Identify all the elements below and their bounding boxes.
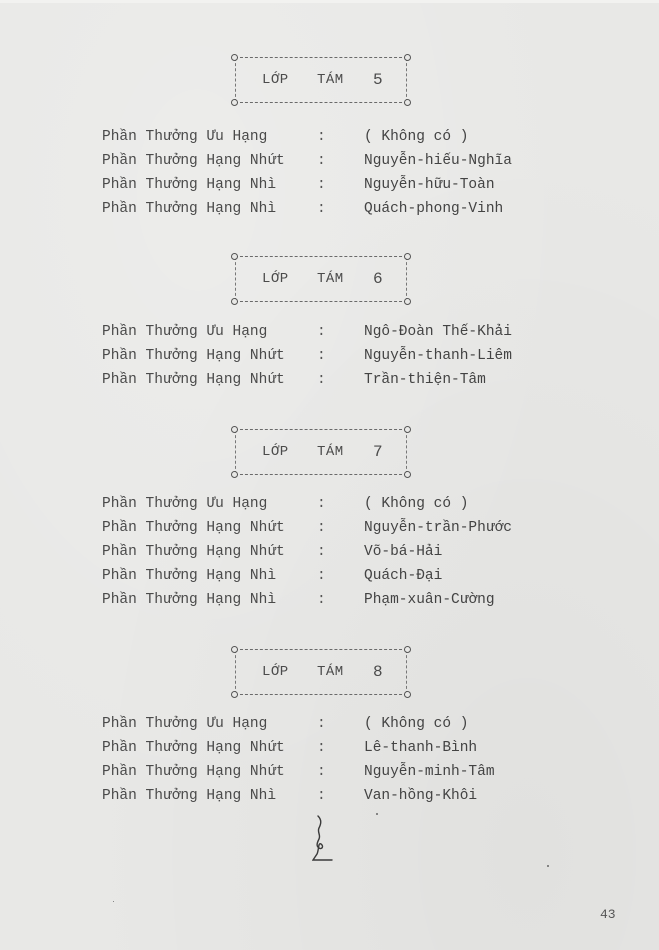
corner-ring-icon	[231, 426, 238, 433]
section-header-box	[235, 649, 407, 695]
class-label: LỚP	[262, 444, 289, 460]
award-row	[102, 321, 552, 343]
class-label: LỚP	[262, 664, 289, 680]
recipient-name: Nguyễn-minh-Tâm	[364, 764, 495, 780]
recipient-name: ( Không có )	[364, 129, 469, 145]
corner-ring-icon	[404, 646, 411, 653]
separator: :	[317, 129, 326, 145]
separator: :	[317, 592, 326, 608]
scan-speck	[113, 901, 114, 902]
award-row	[102, 541, 552, 563]
corner-ring-icon	[231, 54, 238, 61]
award-row	[102, 369, 552, 391]
corner-ring-icon	[404, 691, 411, 698]
separator: :	[317, 544, 326, 560]
level-label: TÁM	[317, 444, 344, 460]
recipient-name: Nguyễn-hiếu-Nghĩa	[364, 153, 512, 169]
prize-name: Phần Thưởng Hạng Nhì	[102, 592, 277, 608]
class-number: 8	[373, 663, 384, 681]
recipient-name: Quách-phong-Vinh	[364, 201, 504, 217]
section-header-box	[235, 429, 407, 475]
recipient-name: Nguyễn-trần-Phước	[364, 520, 512, 536]
prize-name: Phần Thưởng Hạng Nhì	[102, 177, 277, 193]
prize-name: Phần Thưởng Hạng Nhứt	[102, 520, 285, 536]
corner-ring-icon	[404, 54, 411, 61]
prize-name: Phần Thưởng Hạng Nhứt	[102, 764, 285, 780]
award-row	[102, 589, 552, 611]
corner-ring-icon	[231, 298, 238, 305]
prize-name: Phần Thưởng Hạng Nhì	[102, 788, 277, 804]
award-row	[102, 126, 552, 148]
prize-name: Phần Thưởng Ưu Hạng	[102, 324, 268, 340]
prize-name: Phần Thưởng Hạng Nhứt	[102, 740, 285, 756]
level-label: TÁM	[317, 271, 344, 287]
page-number: 43	[600, 907, 616, 922]
section-header-box	[235, 256, 407, 302]
scan-speck	[376, 813, 378, 815]
prize-name: Phần Thưởng Hạng Nhì	[102, 201, 277, 217]
prize-name: Phần Thưởng Hạng Nhứt	[102, 544, 285, 560]
award-row	[102, 713, 552, 735]
recipient-name: Phạm-xuân-Cường	[364, 592, 495, 608]
separator: :	[317, 348, 326, 364]
corner-ring-icon	[404, 253, 411, 260]
award-row	[102, 517, 552, 539]
prize-name: Phần Thưởng Ưu Hạng	[102, 129, 268, 145]
recipient-name: Ngô-Đoàn Thế-Khải	[364, 324, 512, 340]
separator: :	[317, 177, 326, 193]
scan-speck	[547, 865, 549, 867]
prize-name: Phần Thưởng Ưu Hạng	[102, 716, 268, 732]
class-number: 6	[373, 270, 384, 288]
level-label: TÁM	[317, 664, 344, 680]
corner-ring-icon	[404, 99, 411, 106]
separator: :	[317, 740, 326, 756]
recipient-name: Quách-Đại	[364, 568, 443, 584]
separator: :	[317, 201, 326, 217]
class-number: 7	[373, 443, 384, 461]
recipient-name: ( Không có )	[364, 496, 469, 512]
recipient-name: Nguyễn-thanh-Liêm	[364, 348, 512, 364]
level-label: TÁM	[317, 72, 344, 88]
award-row	[102, 174, 552, 196]
recipient-name: Lê-thanh-Bình	[364, 740, 478, 756]
corner-ring-icon	[404, 298, 411, 305]
corner-ring-icon	[404, 426, 411, 433]
handwritten-end-mark-icon	[312, 814, 338, 862]
corner-ring-icon	[231, 99, 238, 106]
separator: :	[317, 568, 326, 584]
prize-name: Phần Thưởng Hạng Nhứt	[102, 348, 285, 364]
corner-ring-icon	[404, 471, 411, 478]
section-title	[235, 664, 407, 682]
separator: :	[317, 520, 326, 536]
separator: :	[317, 716, 326, 732]
separator: :	[317, 788, 326, 804]
prize-name: Phần Thưởng Hạng Nhì	[102, 568, 277, 584]
award-row	[102, 565, 552, 587]
prize-name: Phần Thưởng Hạng Nhứt	[102, 153, 285, 169]
award-row	[102, 493, 552, 515]
prize-name: Phần Thưởng Ưu Hạng	[102, 496, 268, 512]
separator: :	[317, 324, 326, 340]
corner-ring-icon	[231, 253, 238, 260]
corner-ring-icon	[231, 471, 238, 478]
section-title	[235, 72, 407, 90]
recipient-name: ( Không có )	[364, 716, 469, 732]
separator: :	[317, 153, 326, 169]
page-top-edge	[0, 0, 659, 3]
class-number: 5	[373, 71, 384, 89]
award-row	[102, 198, 552, 220]
award-row	[102, 785, 552, 807]
award-row	[102, 150, 552, 172]
separator: :	[317, 496, 326, 512]
class-label: LỚP	[262, 271, 289, 287]
prize-name: Phần Thưởng Hạng Nhứt	[102, 372, 285, 388]
section-title	[235, 271, 407, 289]
class-label: LỚP	[262, 72, 289, 88]
separator: :	[317, 764, 326, 780]
award-row	[102, 345, 552, 367]
recipient-name: Van-hồng-Khôi	[364, 788, 478, 804]
corner-ring-icon	[231, 691, 238, 698]
recipient-name: Võ-bá-Hải	[364, 544, 443, 560]
corner-ring-icon	[231, 646, 238, 653]
award-row	[102, 761, 552, 783]
section-title	[235, 444, 407, 462]
recipient-name: Trần-thiện-Tâm	[364, 372, 486, 388]
section-header-box	[235, 57, 407, 103]
separator: :	[317, 372, 326, 388]
recipient-name: Nguyễn-hữu-Toàn	[364, 177, 495, 193]
award-row	[102, 737, 552, 759]
